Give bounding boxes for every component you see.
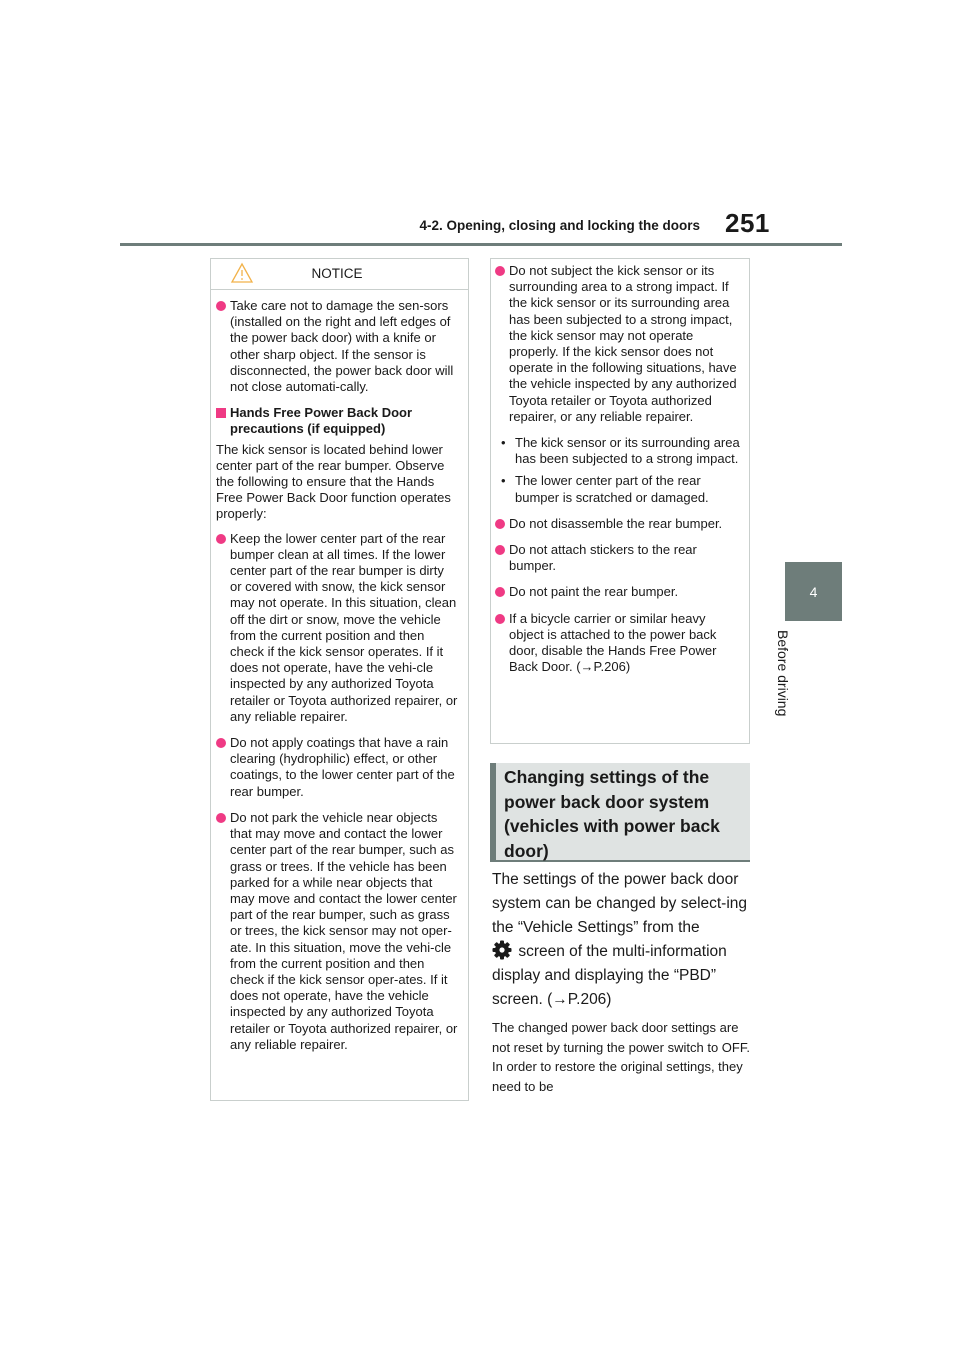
section-heading: Changing settings of the power back door system (vehicles with power back door) <box>490 763 750 862</box>
gear-icon <box>492 940 512 960</box>
chapter-label <box>775 630 803 750</box>
bullet-dot-icon <box>216 738 226 748</box>
body-paragraph-part-1: The settings of the power back door system can be changed by select-ing the “Vehicle Settings” from the <box>492 871 748 936</box>
notice-item <box>216 735 458 800</box>
bullet-dot-icon <box>495 266 505 276</box>
notice-item-text: Do not apply coatings that have a rain clearing (hydrophilic) effect, or other coatings, to the lower center part of the rear bumper. <box>230 735 455 799</box>
notice-subheading-text: Hands Free Power Back Door precautions (if equipped) <box>230 405 413 437</box>
page-number: 251 <box>725 208 770 238</box>
bullet-dot-icon <box>216 301 226 311</box>
notice-heading: NOTICE <box>311 265 363 281</box>
body-small-paragraph: The changed power back door settings are not reset by turning the power switch to OFF. In order to restore the original settings, they need to be <box>492 1020 750 1094</box>
body-paragraph-part-2: screen of the multi-information display and displaying the “PBD” screen. (→P.206) <box>492 943 727 1008</box>
bullet-dot-icon <box>216 813 226 823</box>
notice-item <box>216 810 458 1053</box>
body-paragraph <box>492 868 750 1012</box>
chapter-tab <box>785 562 842 621</box>
square-bullet-icon <box>216 408 226 418</box>
notice-item-text: Keep the lower center part of the rear bumper clean at all times. If the lower center part of the rear bumper is dirty or covered with snow, the kick sensor may not operate. In this situation, clean off the dirt or snow, move the vehicle from the current position and then check if the kick sensor operates. If it does not operate, have the vehi-cle inspected by any authorized Toyota retailer or Toyota authorized repairer, or any reliable repairer. <box>230 530 458 724</box>
sub-bullet-text: The lower center part of the rear bumper is scratched or damaged. <box>515 473 709 505</box>
notice-item-text: Do not paint the rear bumper. <box>509 584 679 600</box>
notice-item-text: Do not disassemble the rear bumper. <box>509 515 723 531</box>
bullet-dot-icon <box>495 545 505 555</box>
header-rule <box>120 243 842 246</box>
warning-triangle-icon <box>230 262 254 284</box>
notice-item-text: Take care not to damage the sen-sors (installed on the right and left edges of the power back door) with a knife or other sharp object. If the sensor is disconnected, the power back door will not close automati-cally. <box>230 298 454 395</box>
notice-intro: The kick sensor is located behind lower center part of the rear bumper. Observe the following to ensure that the Hands Free Power Back Door function operates properly: <box>216 441 451 522</box>
notice-item <box>216 531 458 725</box>
notice-item-text: Do not park the vehicle near objects that may move and contact the lower center part of the rear bumper, such as grass or trees. If the vehicle has been parked for a while near objects that may move and contact the lower center part of the rear bumper, such as grass or trees, the kick sensor may not oper-ate. In this situation, move the vehi-cle from the current position and then check if the kick sensor oper-ates. If it does not operate, have the vehicle inspected by any authorized Toyota retailer or Toyota authorized repairer, or any reliable repairer. <box>230 809 458 1052</box>
sub-bullet-text: The kick sensor or its surrounding area has been subjected to a strong impact. <box>515 435 740 467</box>
notice-item-text: Do not attach stickers to the rear bumper. <box>509 542 697 574</box>
notice-item-text: If a bicycle carrier or similar heavy object is attached to the power back door, disable the Hands Free Power Back Door. (→P.206) <box>509 610 717 675</box>
notice-item <box>495 611 743 676</box>
chapter-label-text: Before driving <box>775 630 791 717</box>
sub-bullet-item <box>495 435 743 467</box>
notice-item <box>216 298 458 395</box>
notice-box <box>210 258 469 1101</box>
notice-subheading <box>216 405 458 437</box>
notice-header <box>216 259 458 289</box>
section-body <box>492 868 750 1096</box>
bullet-dot-icon <box>216 534 226 544</box>
bullet-dot-icon <box>495 587 505 597</box>
bullet-icon: • <box>501 473 506 489</box>
sub-bullet-item <box>495 473 743 505</box>
notice-item <box>495 542 743 574</box>
notice-divider <box>211 289 468 290</box>
notice-item <box>495 516 743 532</box>
notice-item <box>495 584 743 600</box>
bullet-dot-icon <box>495 519 505 529</box>
notice-item-text: Do not subject the kick sensor or its surrounding area to a strong impact. If the kick sensor or its surrounding area has been subjected to a strong impact, the kick sensor may not operate properly. If the kick sensor does not operate in the following situations, have the vehicle inspected by any authorized Toyota retailer or Toyota authorized repairer, or any reliable repairer. <box>509 263 737 424</box>
chapter-number: 4 <box>809 583 818 600</box>
bullet-dot-icon <box>495 614 505 624</box>
bullet-icon: • <box>501 435 506 451</box>
section-title: 4-2. Opening, closing and locking the doors <box>419 218 700 233</box>
notice-continued-box <box>490 258 750 744</box>
notice-item <box>495 263 743 425</box>
